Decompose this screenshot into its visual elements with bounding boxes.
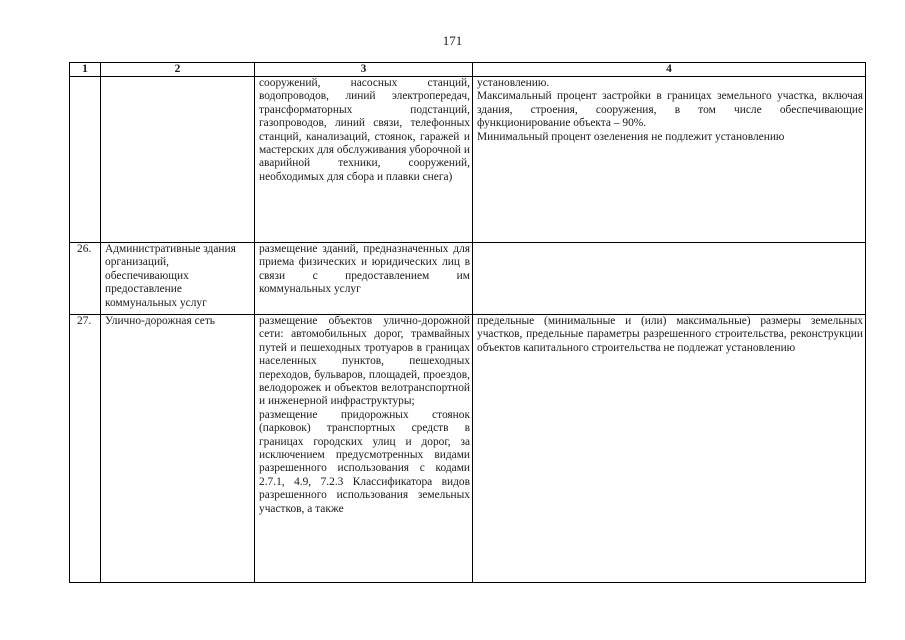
row-parameters bbox=[473, 243, 866, 315]
parameters-paragraph: предельные (минимальные и (или) максимальные) размеры земельных участков, предельные параметры разрешенного строительства, реконструкции объектов капитального строительства не подлежат установлению bbox=[477, 315, 863, 354]
description-paragraph: сооружений, насосных станций, водопроводов, линий электропередач, трансформаторных подстанций, газопроводов, линий связи, телефонных станций, канализаций, стоянок, гаражей и мастерских для обслуживания уборочной и аварийной техники, сооружений, необходимых для сбора и плавки снега) bbox=[259, 77, 470, 183]
row-description bbox=[255, 77, 473, 243]
regulations-table bbox=[69, 62, 866, 583]
header-col-4: 4 bbox=[473, 63, 866, 77]
table-row bbox=[70, 243, 866, 315]
row-number bbox=[70, 77, 101, 243]
header-col-2: 2 bbox=[101, 63, 255, 77]
table-row bbox=[70, 77, 866, 243]
row-description bbox=[255, 243, 473, 315]
table-row bbox=[70, 315, 866, 583]
header-col-3: 3 bbox=[255, 63, 473, 77]
row-description bbox=[255, 315, 473, 583]
description-paragraph: размещение зданий, предназначенных для приема физических и юридических лиц в связи с предоставлением им коммунальных услуг bbox=[259, 243, 470, 296]
row-number: 27. bbox=[70, 315, 101, 583]
row-number: 26. bbox=[70, 243, 101, 315]
header-col-1: 1 bbox=[70, 63, 101, 77]
parameters-paragraph: установлению. bbox=[477, 77, 550, 89]
parameters-paragraph: Максимальный процент застройки в границах земельного участка, включая здания, строения, сооружения, в том числе обеспечивающие функционирование объекта – 90%. bbox=[477, 90, 863, 130]
row-parameters bbox=[473, 77, 866, 243]
page-number: 171 bbox=[442, 33, 463, 48]
row-parameters bbox=[473, 315, 866, 583]
row-name: Улично-дорожная сеть bbox=[101, 315, 255, 583]
parameters-paragraph: Минимальный процент озеленения не подлежит установлению bbox=[477, 130, 785, 143]
row-name bbox=[101, 77, 255, 243]
description-paragraph: размещение придорожных стоянок (парковок) транспортных средств в границах городских улиц и дорог, за исключением предусмотренных видами разрешенного использования с кодами 2.7.1, 4.9, 7.2.3 Классификатора видов разрешенного использования земельных участков, а также bbox=[259, 408, 470, 515]
row-name: Административные здания организаций, обеспечивающих предоставление коммунальных услуг bbox=[101, 243, 255, 315]
description-paragraph: размещение объектов улично-дорожной сети: автомобильных дорог, трамвайных путей и пешеходных тротуаров в границах населенных пунктов, пешеходных переходов, бульваров, площадей, проездов, велодорожек и объектов велотранспортной и инженерной инфраструктуры; bbox=[259, 315, 470, 408]
table-header-row bbox=[70, 63, 866, 77]
